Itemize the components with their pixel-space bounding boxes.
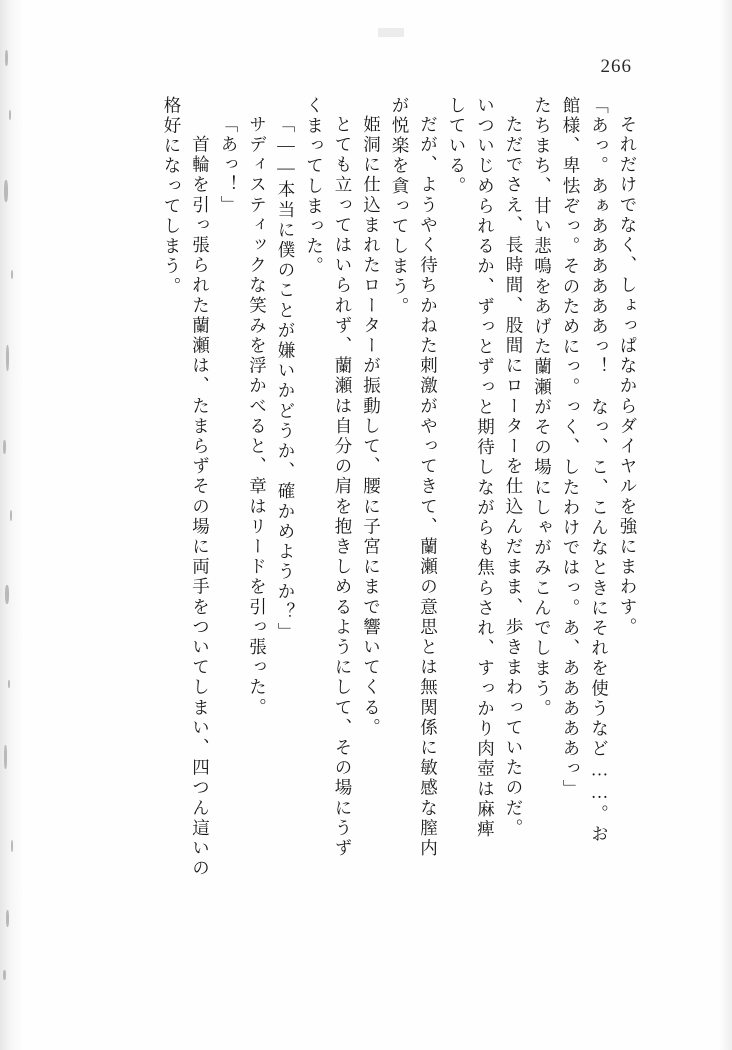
text-column: している。	[447, 96, 467, 197]
text-column: 「あっ！」	[219, 115, 239, 216]
binding-edge-marks	[2, 40, 20, 1010]
header-smudge	[378, 28, 404, 37]
text-column: 姫洞に仕込まれたローターが振動して、腰に子宮にまで響いてくる。	[361, 115, 382, 739]
text-column: サディスティックな笑みを浮かべると、章はリードを引っ張った。	[247, 115, 268, 718]
text-column: いついじめられるか、ずっとずっと期待しながらも焦らされ、すっかり肉壺は麻痺	[475, 96, 496, 840]
text-column: くまってしまった。	[304, 96, 325, 277]
text-column: ただでさえ、長時間、股間にローターを仕込んだまま、歩きまわっていたのだ。	[504, 115, 524, 839]
page-number: 266	[600, 56, 632, 77]
text-column: が悦楽を貪ってしまう。	[390, 96, 410, 318]
text-column: 「あっ。あぁああああああっ！ なっ、こ、こんなときにそれを使うなど……。お	[589, 96, 610, 845]
body-text-block	[92, 96, 636, 976]
text-column: それだけでなく、しょっぱなからダイヤルを強にまわす。	[618, 115, 638, 638]
text-column: たちまち、甘い悲鳴をあげた蘭瀬がその場にしゃがみこんでしまう。	[532, 96, 553, 720]
text-column: とても立ってはいられず、蘭瀬は自分の肩を抱きしめるようにして、その場にうず	[333, 115, 353, 859]
text-column: 首輪を引っ張られた蘭瀬は、たまらずその場に両手をついてしまい、四つん這いの	[190, 115, 211, 879]
text-column: 格好になってしまう。	[162, 96, 182, 297]
text-column: だが、ようやく待ちかねた刺激がやってきて、蘭瀬の意思とは無関係に敏感な膣内	[418, 115, 439, 859]
text-column: 館様、卑怯ぞっ。そのためにっ。っく、したわけではっ。あ、あああああっ」	[561, 96, 581, 800]
text-column: 「――本当に僕のことが嫌いかどうか、確かめようか？」	[276, 115, 296, 643]
